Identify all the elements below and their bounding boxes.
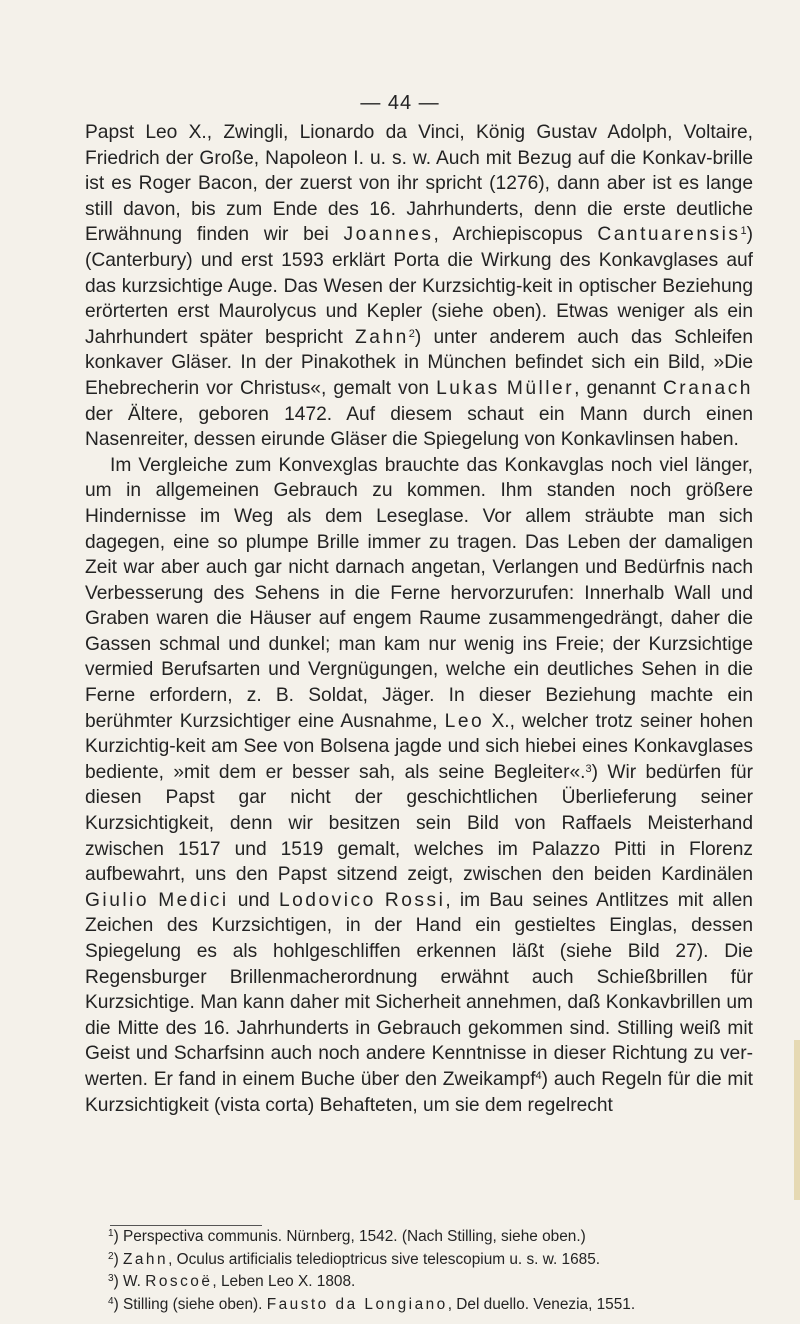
footnote-mark: 1 [108, 1228, 114, 1239]
name-leo: Leo [444, 710, 485, 732]
footnote-ref-2: 2 [408, 327, 415, 340]
footnote-author: Fausto da Longiano [266, 1295, 448, 1313]
text-run: X., welcher trotz seiner hohen Kurzichtig-keit am See von Bolsena jagde und sich hiebei eines Konkavglases bediente, »mit dem er besser sah, als seine Begleiter«. [85, 710, 753, 783]
text-run: ) Wir bedürfen für diesen Papst gar nicht der geschichtlichen Überlieferung seiner Kurzsichtigkeit, denn wir besitzen sein Bild von Raffaels Meisterhand zwischen 1517 und 1519 gemalt, welches im Palazzo Pitti in Florenz aufbewahrt, uns den Papst sitzend zeigt, zwischen den beiden Kardinälen [85, 761, 753, 886]
text-run: , im Bau seines Antlitzes mit allen Zeichen des Kurzsichtigen, in der Hand ein gestieltes Einglas, dessen Spiegelung es als hohlgeschliffen erkennen läßt (siehe Bild 27). Die Regensburger Brillenmacherordnung erwähnt auch Schießbrillen für Kurzsichtige. Man kann daher mit Sicherheit annehmen, daß Konkavbrillen um die Mitte des 16. Jahrhunderts in Gebrauch gekommen sind. Stilling weiß mit Geist und Scharfsinn auch noch andere Kenntnisse in dieser Richtung zu ver-werten. Er fand in einem Buche über den Zweikampf [85, 889, 753, 1090]
page-edge-stain [794, 1040, 800, 1200]
name-mueller: Müller [506, 377, 575, 399]
footnote-ref-3: 3 [585, 762, 592, 775]
text-run: und [228, 889, 279, 911]
name-rossi: Rossi [384, 889, 446, 911]
footnote-mark: 2 [108, 1250, 114, 1262]
footnote-text: ) Perspectiva communis. Nürnberg, 1542. (Nach Stilling, siehe oben.) [113, 1228, 586, 1245]
name-lukas: Lukas [436, 377, 500, 399]
text-run: der Ältere, geboren 1472. Auf diesem schaut ein Mann durch einen Nasenreiter, dessen eirunde Gläser die Spiegelung von Konkavlinsen haben. [85, 403, 753, 451]
text-run: , Archiepiscopus [433, 224, 598, 246]
footnotes [108, 1226, 754, 1316]
name-joannes: Joannes [343, 224, 434, 246]
paragraph-1 [85, 120, 753, 453]
footnote-text: , Leben Leo X. 1808. [212, 1273, 356, 1290]
footnote-mark: 3 [108, 1273, 114, 1284]
paragraph-2 [85, 453, 753, 1118]
footnote-text: , Del duello. Venezia, 1551. [447, 1295, 636, 1313]
footnote-text: , Oculus artificialis teledioptricus sive telescopium u. s. w. 1685. [168, 1250, 601, 1268]
footnote-3 [108, 1271, 754, 1294]
footnote-ref-4: 4 [535, 1069, 542, 1082]
footnote-ref-1: 1 [740, 225, 747, 238]
name-giulio: Giulio [85, 889, 150, 911]
footnote-4 [108, 1294, 754, 1317]
name-cantuarensis: Cantuarensis [597, 224, 741, 246]
footnote-2: $^2$) Zahn, Oculus artificialis teledioptricus sive telescopium u. s. w. 1685. [108, 1250, 601, 1268]
name-cranach: Cranach [662, 377, 753, 399]
text-run: Im Vergleiche zum Konvexglas brauchte das Konkavglas noch viel länger, um in allgemeinen Gebrauch zu kommen. Ihm standen noch größere Hindernisse im Weg als dem Leseglase. Vor allem sträubte man sich dagegen, eine so plumpe Brille immer zu tragen. Das Leben der damaligen Zeit war aber auch gar nicht darnach angetan, Verlangen und Bedürfnis nach Verbesserung des Sehens in die Ferne hervorzurufen: Innerhalb Wall und Graben waren die Häuser auf engem Raume zusammengedrängt, daher die Gassen schmal und dunkel; man kam nur wenig ins Freie; der Kurzsichtige vermied Berufsarten und Vergnügungen, welche ein deutliches Sehen in die Ferne erfordern, z. B. Soldat, Jäger. In dieser Beziehung machte ein berühmter Kurzsichtiger eine Ausnahme, [85, 454, 753, 732]
text-run: Papst Leo X., Zwingli, Lionardo da Vinci, König Gustav Adolph, Voltaire, Friedrich der Große, Napoleon I. u. s. w. Auch mit Bezug auf die Konkav-brille ist es Roger Bacon, der zuerst von ihr spricht (1276), dann aber ist es lange still davon, bis zum Ende des 16. Jahrhunderts, denn die erste deutliche Erwähnung finden wir bei [85, 122, 753, 246]
name-zahn: Zahn [355, 326, 409, 348]
footnote-author: Roscoë [145, 1273, 213, 1290]
text-run: ) unter anderem auch das Schleifen konkaver Gläser. In der Pinakothek in München befindet sich ein Bild, »Die Ehebrecherin vor Christus«, gemalt von [85, 326, 754, 399]
text-run: ) (Canterbury) und erst 1593 erklärt Porta die Wirkung des Konkavglases auf das kurzsichtige Auge. Das Wesen der Kurzsichtig-keit in optischer Beziehung erörterten erst Maurolycus und Kepler (siehe oben). Etwas weniger als ein Jahrhundert später bespricht [85, 224, 753, 348]
footnote-1 [108, 1226, 754, 1249]
footnote-mark: 4 [108, 1295, 114, 1307]
text-run: ) auch Regeln für die mit Kurzsichtigkeit (vista corta) Behafteten, um sie dem regelrecht [85, 1068, 753, 1116]
page-number: — 44 — [360, 92, 440, 114]
footnote-prefix: ) W. [113, 1273, 146, 1290]
text-run: , genannt [574, 377, 663, 399]
name-medici: Medici [158, 889, 229, 911]
footnote-author: Zahn [122, 1250, 169, 1268]
footnote-prefix: ) Stilling (siehe oben). [113, 1295, 267, 1313]
body-text [85, 120, 753, 1118]
name-lodovico: Lodovico [278, 889, 376, 911]
